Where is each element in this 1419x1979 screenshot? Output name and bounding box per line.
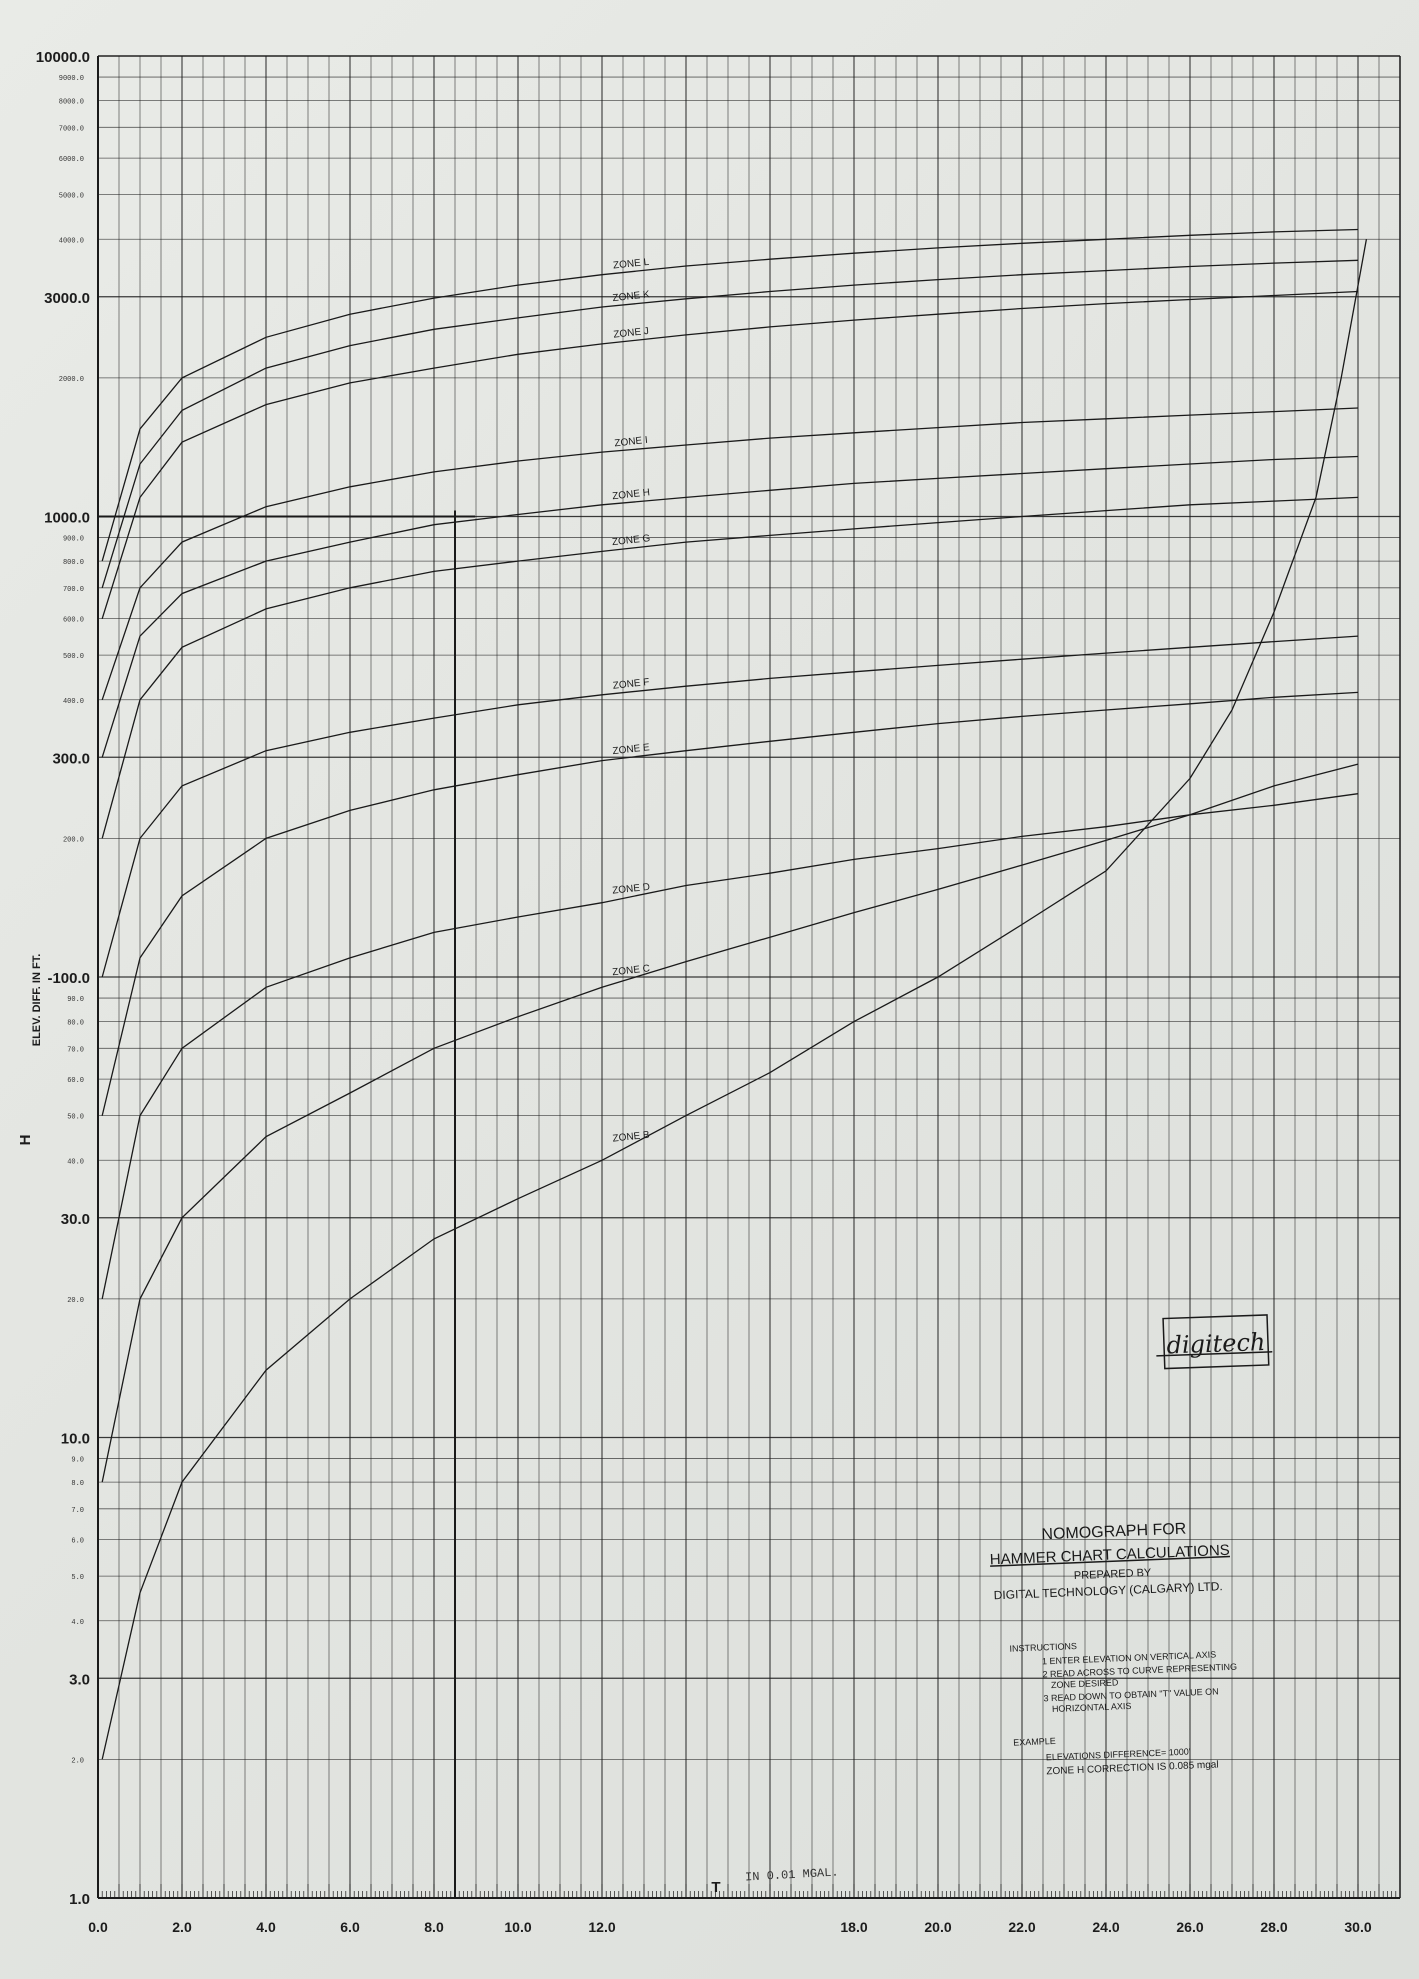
y-minor-tick-label: 800.0 (62, 559, 84, 568)
curve-zone-l (102, 230, 1358, 562)
y-minor-tick-label: 70.0 (67, 1046, 84, 1055)
curve-zone-h (102, 457, 1358, 758)
curve-zone-i (102, 408, 1358, 700)
example-lines (98, 511, 475, 1899)
y-minor-tick-label: 9.0 (71, 1456, 84, 1465)
y-major-tick-label: 3.0 (69, 1671, 90, 1689)
y-major-tick-label: 1000.0 (44, 509, 90, 527)
zone-label-zone-b: ZONE B (612, 1129, 651, 1145)
y-major-tick-label: 10000.0 (35, 49, 90, 66)
y-minor-tick-label: 50.0 (67, 1113, 84, 1122)
curve-zone-d (102, 794, 1358, 1299)
y-minor-tick-label: 700.0 (62, 585, 84, 594)
y-minor-tick-label: 5.0 (71, 1574, 84, 1583)
y-minor-tick-label: 8.0 (71, 1480, 84, 1489)
x-axis-label: IN 0.01 MGAL. (744, 1865, 839, 1885)
instruction-step-3-cont: HORIZONTAL AXIS (1051, 1700, 1132, 1715)
y-minor-tick-label: 500.0 (62, 653, 84, 662)
x-tick-label: 8.0 (424, 1919, 444, 1935)
x-tick-label: 26.0 (1176, 1919, 1204, 1935)
x-tick-label: 12.0 (588, 1919, 616, 1935)
x-tick-label: 30.0 (1344, 1919, 1372, 1935)
y-minor-tick-label: 900.0 (62, 535, 84, 544)
prepared-by: PREPARED BY (1073, 1566, 1152, 1583)
y-minor-tick-label: 6.0 (71, 1537, 84, 1546)
x-tick-label: 4.0 (256, 1919, 276, 1935)
curve-zone-e (102, 692, 1358, 1115)
curve-zone-c (102, 764, 1358, 1482)
zone-labels (611, 257, 650, 1145)
instruction-step-1: 1 ENTER ELEVATION ON VERTICAL AXIS (1041, 1649, 1217, 1667)
y-minor-tick-label: 20.0 (67, 1296, 84, 1305)
curve-zone-j (102, 292, 1358, 619)
y-tick-labels (36, 49, 90, 1908)
x-axis-symbol: T (711, 1879, 721, 1896)
zone-label-zone-e: ZONE E (612, 742, 651, 758)
zone-label-zone-g: ZONE G (611, 533, 651, 549)
example-heading: EXAMPLE (1013, 1735, 1056, 1748)
y-major-tick-label: -100.0 (47, 970, 90, 987)
x-tick-label: 22.0 (1008, 1919, 1036, 1935)
y-axis-label: ELEV. DIFF. IN FT. (31, 953, 43, 1047)
y-minor-tick-label: 2000.0 (58, 375, 84, 384)
zone-label-zone-k: ZONE K (612, 289, 651, 305)
y-minor-tick-label: 600.0 (62, 616, 84, 625)
example-line-2: ZONE H CORRECTION IS 0.085 mgal (1046, 1759, 1219, 1778)
x-tick-label: 6.0 (340, 1919, 360, 1935)
y-major-tick-label: 3000.0 (44, 289, 90, 307)
y-minor-tick-label: 4000.0 (58, 237, 84, 246)
zone-label-zone-h: ZONE H (611, 487, 651, 503)
y-minor-tick-label: 5000.0 (58, 192, 84, 201)
y-minor-tick-label: 7000.0 (58, 125, 84, 134)
instructions-heading: INSTRUCTIONS (1009, 1640, 1078, 1654)
y-major-tick-label: 30.0 (60, 1210, 90, 1228)
x-tick-label: 10.0 (504, 1919, 532, 1935)
y-minor-tick-label: 4.0 (71, 1618, 84, 1627)
y-minor-tick-label: 80.0 (67, 1019, 84, 1028)
y-minor-tick-label: 60.0 (67, 1077, 84, 1086)
x-tick-label: 18.0 (840, 1919, 868, 1935)
y-major-tick-label: 10.0 (60, 1430, 90, 1448)
x-tick-label: 28.0 (1260, 1919, 1288, 1935)
zone-label-zone-c: ZONE C (611, 963, 651, 979)
curve-zone-f (102, 636, 1358, 977)
y-minor-tick-label: 9000.0 (58, 75, 84, 84)
logo (1155, 1315, 1273, 1369)
example-line-1: ELEVATIONS DIFFERENCE= 1000' (1045, 1746, 1191, 1763)
company-name: DIGITAL TECHNOLOGY (CALGARY) LTD. (993, 1579, 1224, 1603)
title-block (989, 1519, 1241, 1780)
y-major-tick-label: 1.0 (69, 1891, 90, 1908)
y-minor-tick-label: 6000.0 (58, 156, 84, 165)
y-minor-tick-label: 7.0 (71, 1506, 84, 1515)
x-tick-labels (88, 1919, 1372, 1935)
instruction-step-2: 2 READ ACROSS TO CURVE REPRESENTING (1042, 1661, 1238, 1680)
x-tick-label: 2.0 (172, 1919, 192, 1935)
zone-label-zone-i: ZONE I (613, 434, 649, 450)
y-minor-tick-label: 2.0 (71, 1757, 84, 1766)
y-major-tick-label: 300.0 (52, 750, 90, 768)
chart-title: NOMOGRAPH FOR (1041, 1520, 1187, 1544)
zone-label-zone-f: ZONE F (612, 676, 650, 692)
x-tick-label: 20.0 (924, 1919, 952, 1935)
zone-label-zone-l: ZONE L (612, 256, 650, 272)
instruction-step-2-cont: ZONE DESIRED (1050, 1677, 1119, 1691)
x-tick-label: 0.0 (88, 1919, 108, 1935)
y-minor-tick-label: 200.0 (62, 836, 84, 845)
y-minor-tick-label: 90.0 (67, 996, 84, 1005)
y-minor-tick-label: 400.0 (62, 697, 84, 706)
y-minor-tick-label: 40.0 (67, 1158, 84, 1167)
zone-label-zone-d: ZONE D (611, 881, 651, 897)
y-minor-tick-label: 8000.0 (58, 98, 84, 107)
chart-subtitle: HAMMER CHART CALCULATIONS (989, 1541, 1231, 1569)
x-tick-label: 24.0 (1092, 1919, 1120, 1935)
y-axis-symbol: H (17, 1134, 34, 1146)
zone-label-zone-j: ZONE J (612, 325, 650, 341)
instruction-step-3: 3 READ DOWN TO OBTAIN "T" VALUE ON (1043, 1686, 1219, 1704)
curve-zone-g (102, 497, 1358, 838)
logo-text: digitech (1166, 1328, 1266, 1360)
